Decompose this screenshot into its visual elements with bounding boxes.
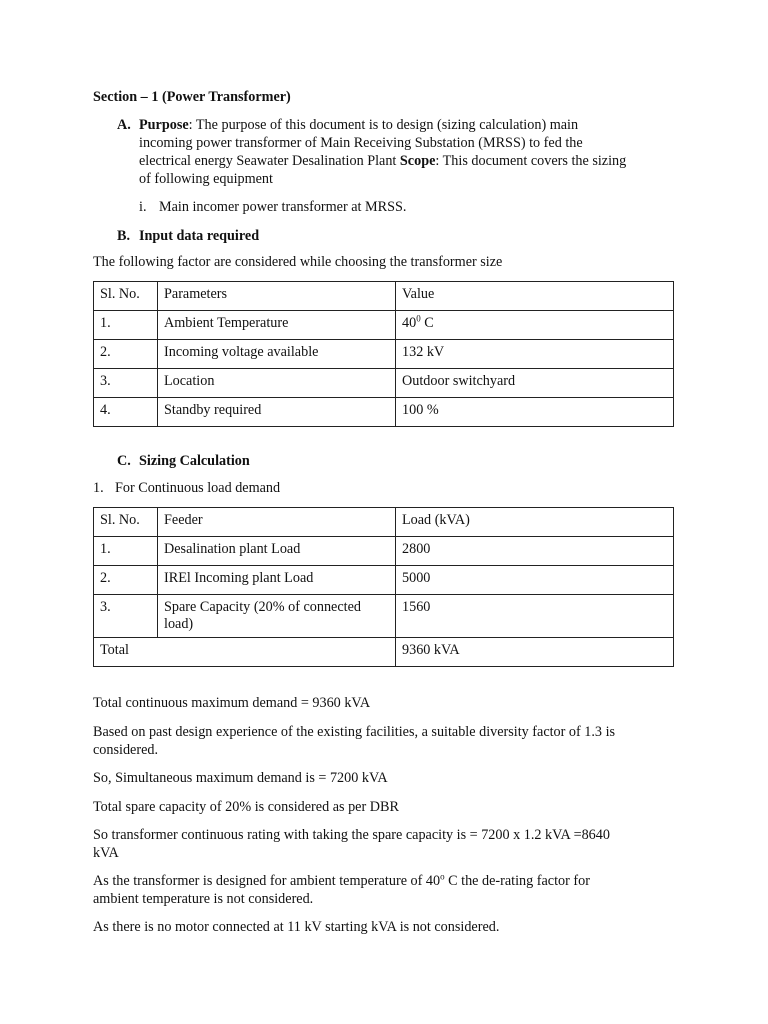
purpose-sub-marker: i. (139, 199, 147, 215)
table-cell: 2800 (396, 537, 674, 566)
paragraph-spare: Total spare capacity of 20% is considered as per DBR (93, 799, 399, 815)
table-cell: 4. (94, 398, 158, 427)
table-header-row (94, 508, 674, 537)
table-cell: 2. (94, 340, 158, 369)
table-row (94, 595, 674, 638)
table-cell: IREl Incoming plant Load (158, 566, 396, 595)
table-cell: 1. (94, 311, 158, 340)
header-cell: Feeder (158, 508, 396, 537)
table-cell: 2. (94, 566, 158, 595)
table-cell: 1. (94, 537, 158, 566)
header-cell: Value (396, 282, 674, 311)
scope-label: Scope (399, 153, 436, 169)
header-cell: Load (kVA) (396, 508, 674, 537)
total-value: 9360 kVA (396, 638, 674, 667)
total-label: Total (94, 638, 396, 667)
purpose-paragraph: Purpose: The purpose of this document is to design (sizing calculation) main incoming power transformer of Main Receiving Substation (MRSS) to fed the electrical energy Seawater Desalination Plant Scope: This document covers the sizing of following equipment (139, 117, 627, 187)
sizing-heading: Sizing Calculation (139, 453, 250, 469)
table-row (94, 566, 674, 595)
table-cell: Outdoor switchyard (396, 369, 674, 398)
section-title: Section – 1 (Power Transformer) (93, 89, 291, 105)
table-cell: $40^0$ C (396, 311, 674, 340)
table-cell: 5000 (396, 566, 674, 595)
table-cell: 1560 (396, 595, 674, 638)
table-cell: 100 % (396, 398, 674, 427)
table-row (94, 369, 674, 398)
table-total-row (94, 638, 674, 667)
table-cell: Incoming voltage available (158, 340, 396, 369)
table-cell: Ambient Temperature (158, 311, 396, 340)
paragraph-derating: As the transformer is designed for ambient temperature of 40$^o$ C the de-rating factor for ambient temperature is not considered. (93, 871, 590, 907)
table-row (94, 340, 674, 369)
input-data-table (93, 281, 674, 427)
paragraph-rating: So transformer continuous rating with taking the spare capacity is = 7200 x 1.2 kVA =8640 kVA (93, 827, 610, 861)
table-row (94, 311, 674, 340)
header-cell: Parameters (158, 282, 396, 311)
header-cell: Sl. No. (94, 282, 158, 311)
table-cell: Spare Capacity (20% of connected load) (158, 595, 396, 638)
sizing-sub-heading: For Continuous load demand (115, 480, 281, 496)
purpose-sub-item: Main incomer power transformer at MRSS. (159, 199, 407, 215)
table-cell: Desalination plant Load (158, 537, 396, 566)
paragraph-simultaneous: So, Simultaneous maximum demand is = 7200 kVA (93, 770, 388, 786)
header-cell: Sl. No. (94, 508, 158, 537)
table-cell: 3. (94, 595, 158, 638)
input-data-intro: The following factor are considered while choosing the transformer size (93, 254, 503, 270)
table-row (94, 398, 674, 427)
paragraph-total-demand: Total continuous maximum demand = 9360 kVA (93, 695, 371, 711)
sizing-sub-marker: 1. (93, 480, 104, 496)
input-data-heading: Input data required (139, 228, 260, 244)
paragraph-diversity: Based on past design experience of the existing facilities, a suitable diversity factor of 1.3 is considered. (93, 724, 616, 758)
input-data-marker: B. (117, 228, 131, 244)
load-table (93, 507, 674, 667)
table-cell: Standby required (158, 398, 396, 427)
table-header-row (94, 282, 674, 311)
table-cell: Location (158, 369, 396, 398)
table-cell: 132 kV (396, 340, 674, 369)
paragraph-motor: As there is no motor connected at 11 kV starting kVA is not considered. (93, 919, 500, 935)
table-row (94, 537, 674, 566)
sizing-marker: C. (117, 453, 131, 469)
purpose-label: Purpose (139, 117, 189, 133)
table-cell: 3. (94, 369, 158, 398)
purpose-marker: A. (117, 117, 131, 133)
